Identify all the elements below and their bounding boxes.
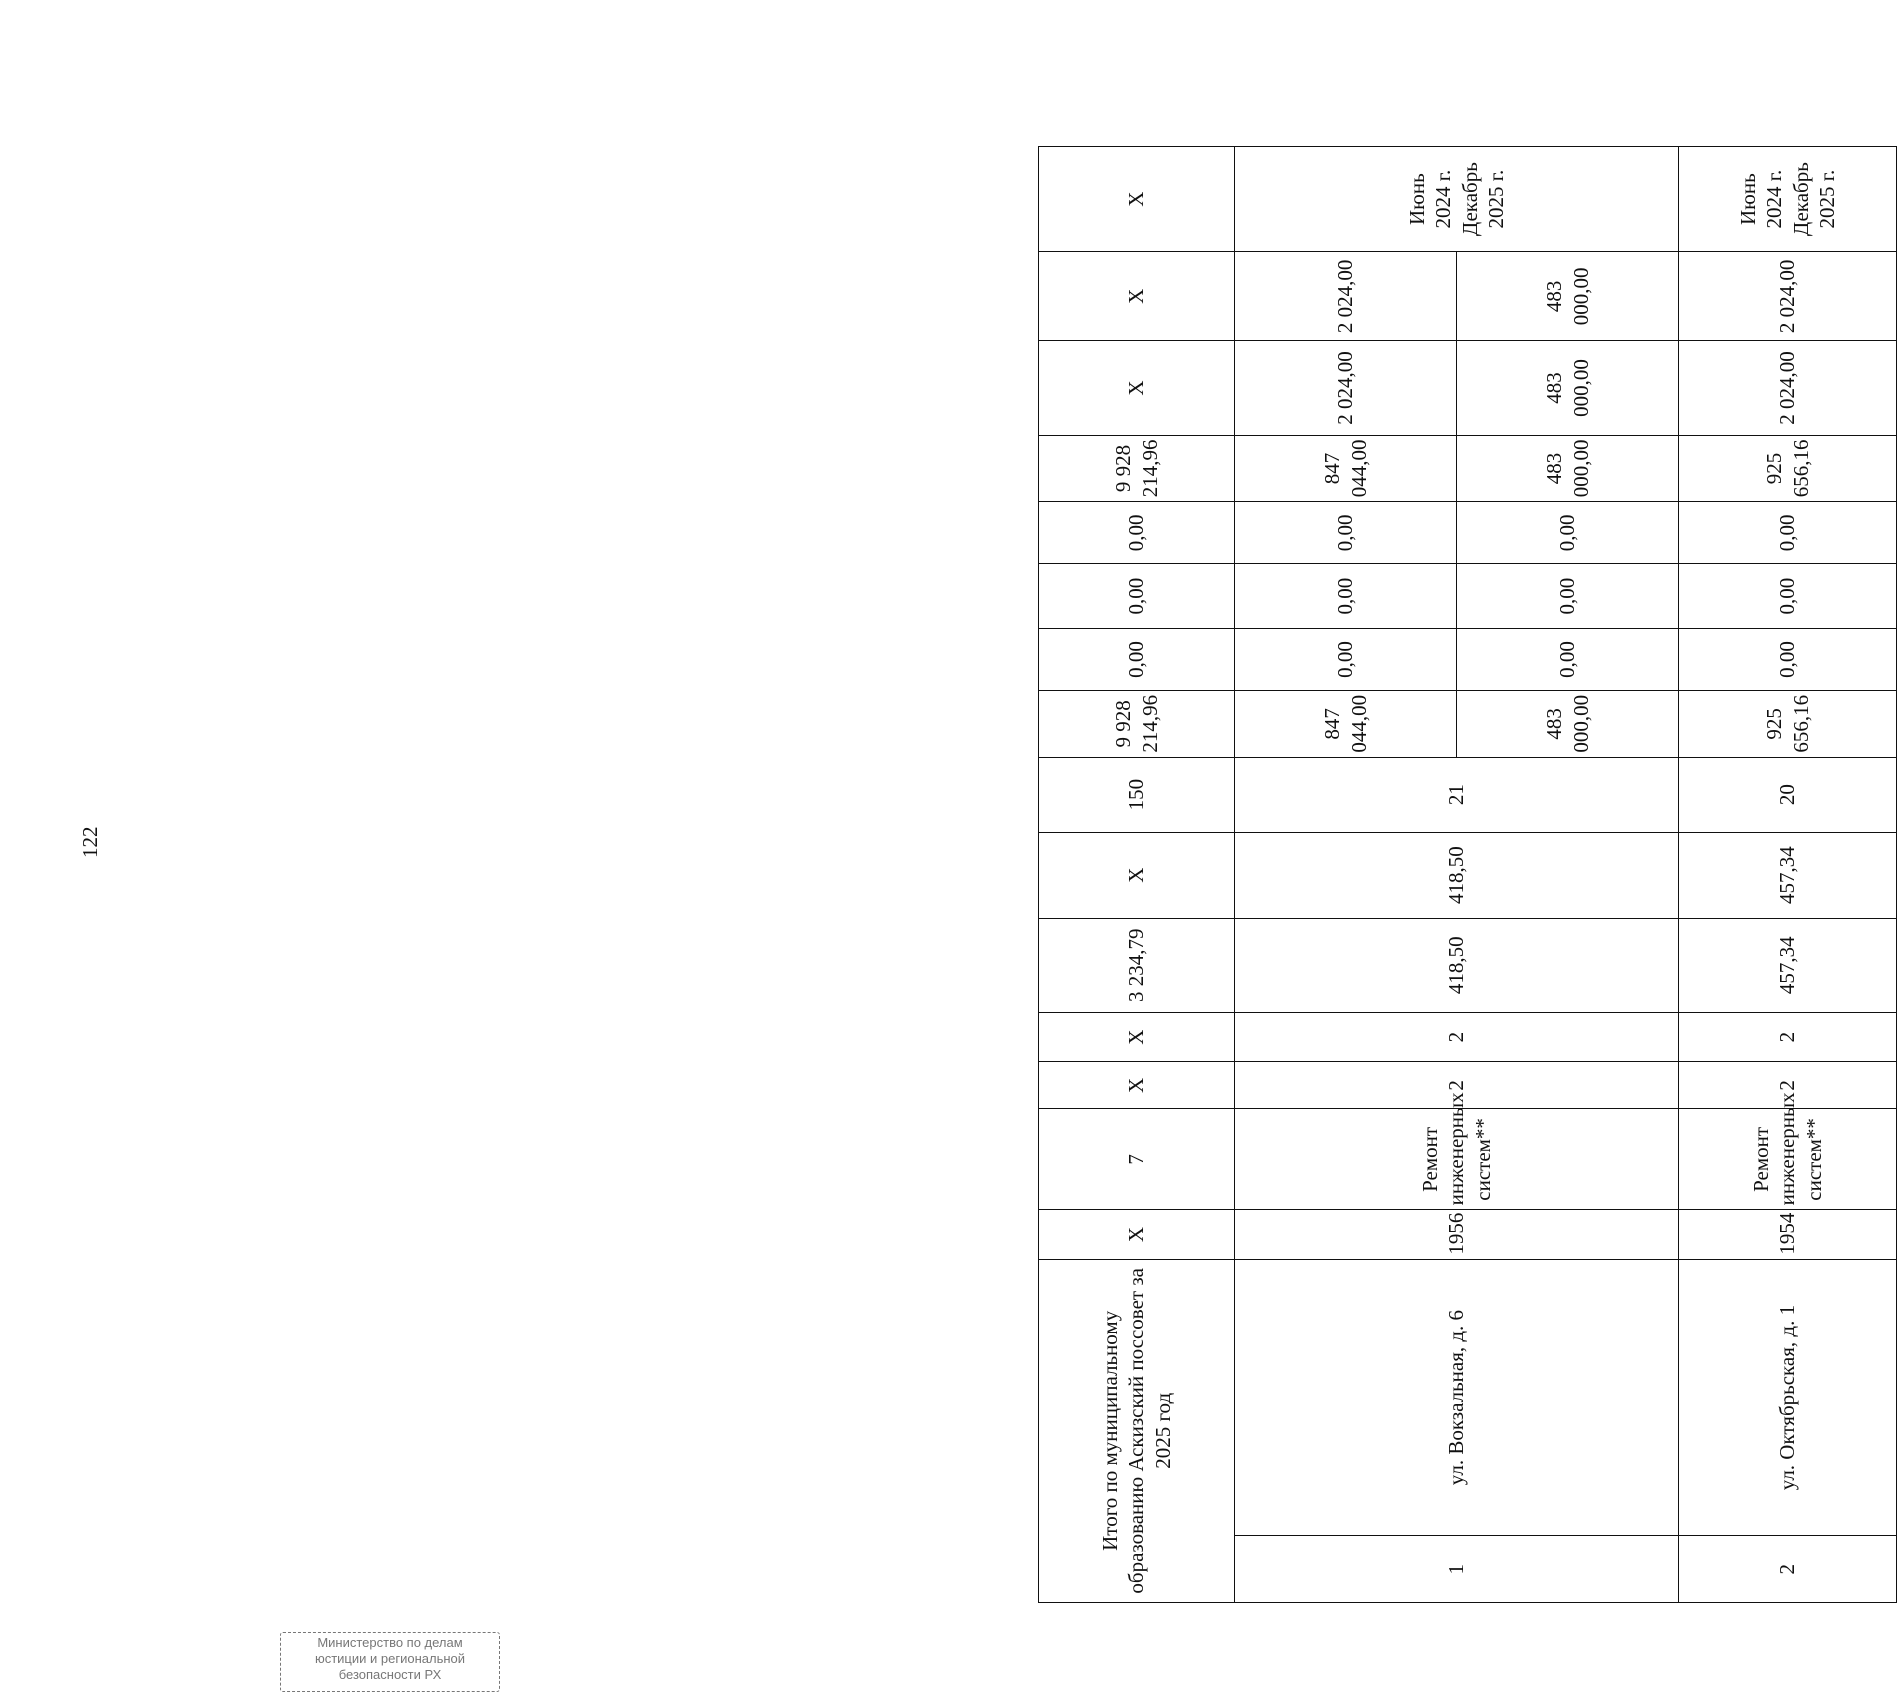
row2-c10: 0,00 (1679, 628, 1897, 690)
capital-repair-table (1038, 146, 1897, 1603)
total-c13: 9 928 214,96 (1039, 435, 1235, 502)
row1-c9a: 483 000,00 (1457, 691, 1679, 758)
total-c4: Х (1039, 1062, 1235, 1109)
total-c15: Х (1039, 252, 1235, 341)
row1-period: Июнь 2024 г. Декабрь 2025 г. (1235, 147, 1679, 252)
total-c6: 3 234,79 (1039, 918, 1235, 1012)
total-c10: 0,00 (1039, 628, 1235, 690)
row1-c6: 418,50 (1235, 918, 1679, 1012)
row1-c13a: 483 000,00 (1457, 435, 1679, 502)
row2-period: Июнь 2024 г. Декабрь 2025 г. (1679, 147, 1897, 252)
row2-c12: 0,00 (1679, 502, 1897, 564)
row2-c7: 457,34 (1679, 832, 1897, 918)
total-period: Х (1039, 147, 1235, 252)
total-cost: 9 928 214,96 (1039, 691, 1235, 758)
row2-year: 1954 (1679, 1210, 1897, 1259)
row1-c14b: 2 024,00 (1235, 341, 1457, 435)
total-c14: Х (1039, 341, 1235, 435)
row1-c15b: 2 024,00 (1235, 252, 1457, 341)
total-c12: 0,00 (1039, 502, 1235, 564)
row1-c8: 21 (1235, 757, 1679, 832)
row1-number: 1 (1235, 1536, 1679, 1603)
table-row-total (1039, 147, 1235, 1603)
row2-c15: 2 024,00 (1679, 252, 1897, 341)
row2-c14: 2 024,00 (1679, 341, 1897, 435)
total-c8: 150 (1039, 757, 1235, 832)
row1-c5: 2 (1235, 1012, 1679, 1061)
row1-c4: 2 (1235, 1062, 1679, 1109)
stamp-line-3: безопасности РХ (338, 1667, 442, 1682)
stamp-line-1: Министерство по делам (317, 1635, 463, 1650)
row2-c6: 457,34 (1679, 918, 1897, 1012)
row1-c9b: 847 044,00 (1235, 691, 1457, 758)
row2-c13: 925 656,16 (1679, 435, 1897, 502)
row2-c4: 2 (1679, 1062, 1897, 1109)
total-work-type: 7 (1039, 1109, 1235, 1210)
row1-address: ул. Вокзальная, д. 6 (1235, 1259, 1679, 1536)
page-number: 122 (78, 826, 102, 858)
row1-c11a: 0,00 (1457, 564, 1679, 628)
total-c5: Х (1039, 1012, 1235, 1061)
row1-c7: 418,50 (1235, 832, 1679, 918)
total-c7: Х (1039, 832, 1235, 918)
row2-c11: 0,00 (1679, 564, 1897, 628)
stamp-line-2: юстиции и региональной (314, 1651, 466, 1666)
ministry-stamp (280, 1632, 500, 1692)
row2-c9: 925 656,16 (1679, 691, 1897, 758)
row1-c14a: 483 000,00 (1457, 341, 1679, 435)
row2-number: 2 (1679, 1536, 1897, 1603)
table-row-1a (1235, 147, 1457, 1603)
total-c11: 0,00 (1039, 564, 1235, 628)
row2-address: ул. Октябрьская, д. 1 (1679, 1259, 1897, 1536)
row1-c13b: 847 044,00 (1235, 435, 1457, 502)
row2-work-type: Ремонт инженерных систем** (1679, 1109, 1897, 1210)
row1-c12b: 0,00 (1235, 502, 1457, 564)
row1-c12a: 0,00 (1457, 502, 1679, 564)
row2-c5: 2 (1679, 1012, 1897, 1061)
rotated-table-frame (180, 146, 1839, 1603)
row1-c15a: 483 000,00 (1457, 252, 1679, 341)
row2-c8: 20 (1679, 757, 1897, 832)
row1-work-type: Ремонт инженерных систем** (1235, 1109, 1679, 1210)
total-label: Итого по муниципальному образованию Аскизский поссовет за 2025 год (1039, 1259, 1235, 1602)
landscape-table (1038, 146, 1896, 1603)
row1-year: 1956 (1235, 1210, 1679, 1259)
table-row-2 (1679, 147, 1897, 1603)
row1-c11b: 0,00 (1235, 564, 1457, 628)
row1-c10b: 0,00 (1235, 628, 1457, 690)
total-year: Х (1039, 1210, 1235, 1259)
row1-c10a: 0,00 (1457, 628, 1679, 690)
